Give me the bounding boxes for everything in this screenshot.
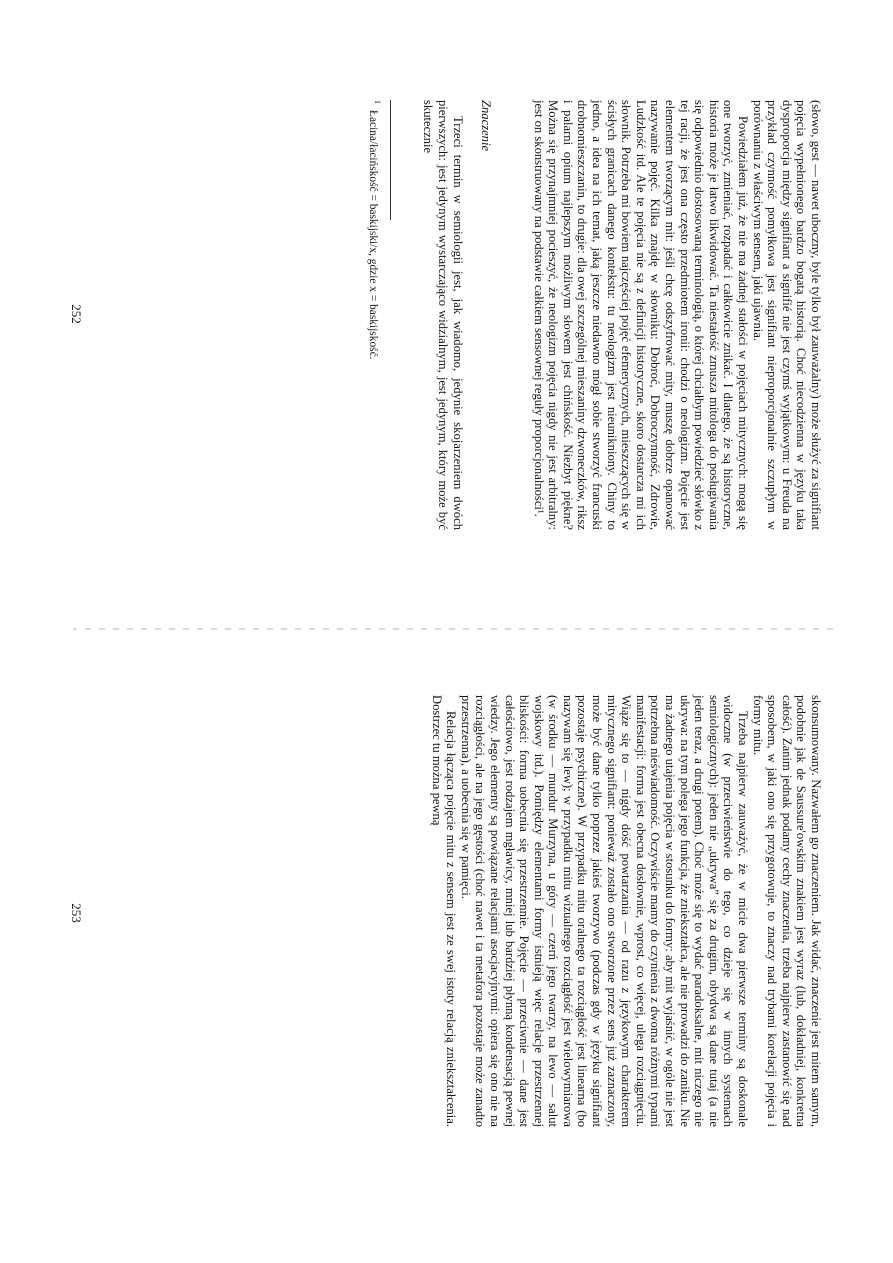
page-number-left: 252 [69,304,84,324]
left-paragraph-2: Powiedziałem już, że nie ma żadnej stałości w pojęciach mitycznych: mogą się one tworzyć, zmieniać, rozpadać i całkowicie znikać. I dlatego, że są historyczne, historia może je łatwo likwidować. Ta niestałość zmusza mitologa do posługiwania się odpowiednio dostosowaną terminologią, o której chciałbym powiedzieć słówko z tej racji, że jest ona często przedmiotem ironii: chodzi o neologizm. Pojęcie jest elementem tworzącym mit: jeśli chcę odszyfrować mity, muszę dobrze opanować nazywanie pojęć. Kilka znajdę w słowniku: Dobroć, Dobroczynność, Zdrowie, Ludzkość itd. Ale te pojęcia nie są z definicji historyczne, skoro dostarcza mi ich słownik. Potrzeba mi bowiem najczęściej pojęć efemerycznych, mieszczących się w ścisłych granicach danego kontekstu: tu neologizm jest nieunikniony. Chiny to jedno, a idea na ich temat, jaką jeszcze niedawno mógł sobie stworzyć francuski drobnomieszczanin, to drugie: dla owej szczególnej mieszaniny dzwoneczków, riksz i palarni opium najlepszym możliwym słowem jest chińskość. Niezbyt piękne? Można się przynajmniej pocieszyć, że neologizm pojęcia nigdy nie jest arbitralny: jest on skonstruowany na podstawie całkiem sensownej reguły proporcjonalności¹. [531,100,751,530]
footnote [366,100,384,530]
footnote-rule [390,100,391,220]
page-number-right: 253 [69,903,84,923]
page-gutter [73,628,833,630]
left-text-block [366,100,823,530]
right-paragraph-3: Relacja łącząca pojęcie mitu z sensem jest ze swej istoty relacją zniekształcenia. Dostrzec tu można pewną [429,695,459,1127]
right-paragraph-2: Trzeba najpierw zauważyć, że w micie dwa pierwsze terminy są doskonale widoczne (w przeciwieństwie do tego, co dzieje się w innych systemach semiologicznych): jeden nie „ukrywa” się za drugim, obydwa są dane tutaj (a nie jeden teraz, a drugi potem). Choć może się to wydać paradoksalne, mit niczego nie ukrywa: na tym polega jego funkcja, że zniekształca, ale nie prowadzi do zaniku. Nie ma żadnego utajenia pojęcia w stosunku do formy: aby mit wyjaśnić, w ogóle nie jest potrzebna nieświadomość. Oczywiście mamy do czynienia z dwoma różnymi typami manifestacji: forma jest obecna dosłownie, wprost, co więcej, ulega rozciągnięciu. Wiąże się to — nigdy dość powtarzania — od razu z językowym charakterem mitycznego signifiant: ponieważ zostało ono stworzone przez sens już zaznaczony, może być dane tylko poprzez jakieś tworzywo (podczas gdy w języku signifiant pozostaje psychiczne). W przypadku mitu oralnego ta rozciągłość jest linearna (bo nazywam się lew); w przypadku mitu wizualnego rozciągłość jest wielowymiarowa (w środku — mundur Murzyna, u góry — czerń jego twarzy, na lewo — salut wojskowy itd.). Pomiędzy elementami formy istnieją więc relacje przestrzennej bliskości: forma uobecnia się przestrzennie. Pojęcie — przeciwnie — dane jest całościowo, jest rodzajem mgławicy, mniej lub bardziej płynną kondensacją pewnej wiedzy. Jego elementy są powiązane relacjami asocjacyjnymi: opiera się ono nie na rozciągłości, ale na jego gęstości (choć nawet i ta metafora pozostaje może zanadto przestrzenna), a uobecnia się w pamięci. [458,695,751,1127]
right-text-block [429,695,823,1127]
footnote-mark: 1 [372,100,382,104]
left-paragraph-1: (słowo, gest — nawet uboczny, byle tylko był zauważalny) może służyć za signifiant pojęcia wypełnionego bardzo bogatą historią. Choć niecodzienna w języku taka dysproporcja między signifiant a signifié nie jest czymś wyjątkowym: u Freuda na przykład czynność pomyłkowa jest signifiant nieproporcjonalnie szczupłym w porównaniu z właściwym sensem, jaki ujawnia. [750,100,823,530]
section-paragraph: Trzeci termin w semiologii jest, jak wiadomo, jedynie skojarzeniem dwóch pierwszych: jest jedynym wystarczająco widzialnym, jest jedynym, który może być skutecznie [421,100,465,530]
right-page [0,631,893,1263]
footnote-text: Łacina/łacińskość = baskijski/x, gdzie x = baskijskość. [366,110,379,360]
left-page [0,0,893,631]
section-heading: Znaczenie [479,100,494,152]
right-paragraph-1: skonsumowany. Nazwałem go znaczeniem. Jak widać, znaczenie jest mitem samym, podobnie jak de Saussure'owskim znakiem jest wyraz (lub, dokładniej, konkretna całość). Zanim jednak podamy cechy znaczenia, trzeba najpierw zastanowić się nad sposobem, w jaki ono się przygotowuje, to znaczy nad trybami korelacji pojęcia i formy mitu. [750,695,823,1127]
